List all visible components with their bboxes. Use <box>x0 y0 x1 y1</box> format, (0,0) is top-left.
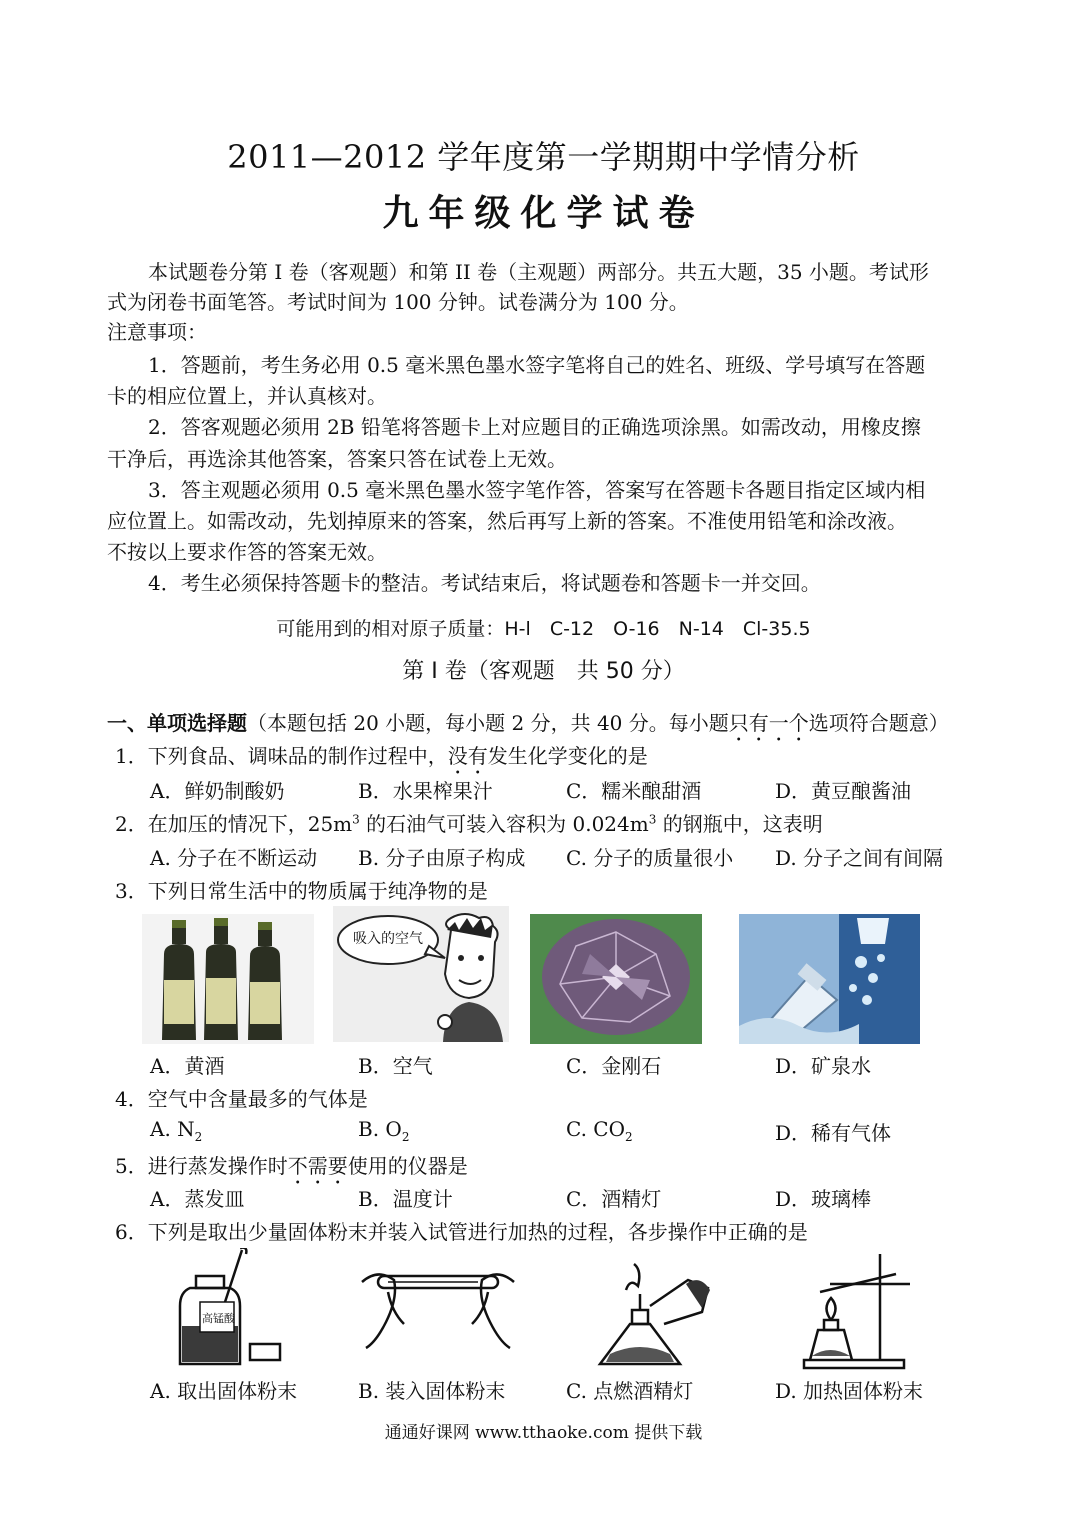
q6-jar-label: 高锰酸 <box>202 1312 235 1325</box>
q5-option-a: A．蒸发皿 <box>150 1187 245 1211</box>
q6-stem: 6．下列是取出少量固体粉末并装入试管进行加热的过程，各步操作中正确的是 <box>115 1220 808 1244</box>
note-1-line-1: 1．答题前，考生务必用 0.5 毫米黑色墨水签字笔将自己的姓名、班级、学号填写在答题 <box>148 353 926 377</box>
intro-line-2: 式为闭卷书面笔答。考试时间为 100 分钟。试卷满分为 100 分。 <box>107 290 689 314</box>
q2-option-c: C. 分子的质量很小 <box>566 846 734 870</box>
q5-option-c: C．酒精灯 <box>566 1187 662 1211</box>
q6-option-a: A. 取出固体粉末 <box>150 1379 298 1403</box>
q2-stem-a: 2．在加压的情况下，25m <box>115 812 353 836</box>
diamond-icon <box>530 914 702 1044</box>
notes-heading: 注意事项： <box>107 320 207 344</box>
q1-option-c: C．糯米酿甜酒 <box>566 779 702 803</box>
q5-option-d: D．玻璃棒 <box>775 1187 872 1211</box>
q6-option-c: C. 点燃酒精灯 <box>566 1379 694 1403</box>
q2-sup-1: 3 <box>352 812 360 827</box>
section-title: 第 I 卷（客观题 共 50 分） <box>402 659 685 684</box>
note-3-line-2: 应位置上。如需改动，先划掉原来的答案，然后再写上新的答案。不准使用铅笔和涂改液。 <box>107 509 907 533</box>
q2-stem-b: 的石油气可装入容积为 0.024m <box>359 812 649 836</box>
alcohol-lamp-lighting-icon <box>590 1250 720 1370</box>
q6-option-d: D. 加热固体粉末 <box>775 1379 924 1403</box>
q4-option-c-text: C. CO <box>566 1117 626 1141</box>
q1-option-d: D．黄豆酿酱油 <box>775 779 912 803</box>
q4-option-a <box>150 1117 202 1144</box>
q4-option-b-text: B. O <box>358 1117 402 1141</box>
q2-option-d: D. 分子之间有间隔 <box>775 846 944 870</box>
note-2-line-2: 干净后，再选涂其他答案，答案只答在试卷上无效。 <box>107 447 567 471</box>
q5-option-b: B．温度计 <box>358 1187 453 1211</box>
q1-stem-b: 发生化学变化的是 <box>487 744 648 768</box>
q6-option-b: B. 装入固体粉末 <box>358 1379 506 1403</box>
note-3-line-1: 3．答主观题必须用 0.5 毫米黑色墨水签字笔作答，答案写在答题卡各题目指定区域内相 <box>148 478 926 502</box>
hands-test-tube-icon <box>358 1262 518 1352</box>
note-4: 4．考生必须保持答题卡的整洁。考试结束后，将试题卷和答题卡一并交回。 <box>148 571 821 595</box>
q4-option-c-sub: 2 <box>625 1130 633 1144</box>
q4-option-b-sub: 2 <box>401 1130 410 1144</box>
mineral-water-bottle-icon <box>739 914 920 1044</box>
q1-stem-emph: 没有 <box>447 744 488 768</box>
note-3-line-3: 不按以上要求作答的答案无效。 <box>107 540 387 564</box>
part1-desc-b: 选项符合题意） <box>808 711 949 735</box>
footer-source: 通通好课网 www.tthaoke.com 提供下载 <box>384 1423 703 1443</box>
q4-option-d: D．稀有气体 <box>775 1121 892 1145</box>
yellow-wine-bottles-icon <box>142 914 314 1044</box>
q3-option-b: B．空气 <box>358 1054 433 1078</box>
q2-option-a: A. 分子在不断运动 <box>150 846 318 870</box>
q3-image-mineral-water <box>739 914 920 1044</box>
q2-option-b: B. 分子由原子构成 <box>358 846 526 870</box>
q3-bubble-text: 吸入的空气 <box>353 931 423 947</box>
q1-stem-a: 1．下列食品、调味品的制作过程中， <box>115 744 448 768</box>
person-speech-bubble-icon <box>333 906 509 1042</box>
exam-subject-title: 九年级化学试卷 <box>382 192 705 234</box>
part1-desc-a: （本题包括 20 小题，每小题 2 分，共 40 分。每小题 <box>247 711 729 735</box>
atomic-masses: 可能用到的相对原子质量：H-l C-12 O-16 N-14 Cl-35.5 <box>276 618 811 640</box>
q4-option-a-text: A. N <box>150 1117 195 1141</box>
q2-stem-c: 的钢瓶中，这表明 <box>656 812 823 836</box>
reagent-jar-spoon-icon <box>170 1248 285 1370</box>
q1-option-a: A．鲜奶制酸奶 <box>150 779 285 803</box>
q1-option-b: B．水果榨果汁 <box>358 779 493 803</box>
q3-image-air <box>333 906 509 1042</box>
q6-image-light-lamp <box>590 1250 720 1370</box>
iron-stand-heating-icon <box>800 1250 920 1370</box>
q3-option-d: D．矿泉水 <box>775 1054 872 1078</box>
q5-stem-emph: 不需要 <box>287 1154 348 1178</box>
q4-option-a-sub: 2 <box>194 1130 203 1144</box>
q2-stem <box>115 808 823 837</box>
q4-option-b <box>358 1117 409 1144</box>
intro-line-1: 本试题卷分第 I 卷（客观题）和第 II 卷（主观题）两部分。共五大题，35 小题。考试形 <box>148 260 929 284</box>
q5-stem-b: 使用的仪器是 <box>347 1154 468 1178</box>
q4-stem: 4．空气中含量最多的气体是 <box>115 1087 368 1111</box>
exam-period-title: 2011—2012 学年度第一学期期中学情分析 <box>227 138 860 176</box>
q6-image-take-powder <box>170 1248 285 1370</box>
q3-option-a: A．黄酒 <box>150 1054 225 1078</box>
q3-option-c: C．金刚石 <box>566 1054 662 1078</box>
q6-image-heat-powder <box>800 1250 920 1370</box>
q3-stem: 3．下列日常生活中的物质属于纯净物的是 <box>115 879 488 903</box>
q3-image-yellow-wine <box>142 914 314 1044</box>
q2-sup-2: 3 <box>648 812 657 827</box>
q5-stem-a: 5．进行蒸发操作时 <box>115 1154 288 1178</box>
q3-image-diamond <box>530 914 702 1044</box>
q1-stem <box>115 740 648 779</box>
part1-label: 一、单项选择题 <box>107 711 247 735</box>
note-1-line-2: 卡的相应位置上，并认真核对。 <box>107 384 387 408</box>
part1-desc-emph: 只有一个 <box>728 711 809 735</box>
note-2-line-1: 2．答客观题必须用 2B 铅笔将答题卡上对应题目的正确选项涂黑。如需改动，用橡皮擦 <box>148 415 921 439</box>
q4-option-c <box>566 1117 633 1144</box>
q6-image-load-powder <box>358 1262 518 1352</box>
